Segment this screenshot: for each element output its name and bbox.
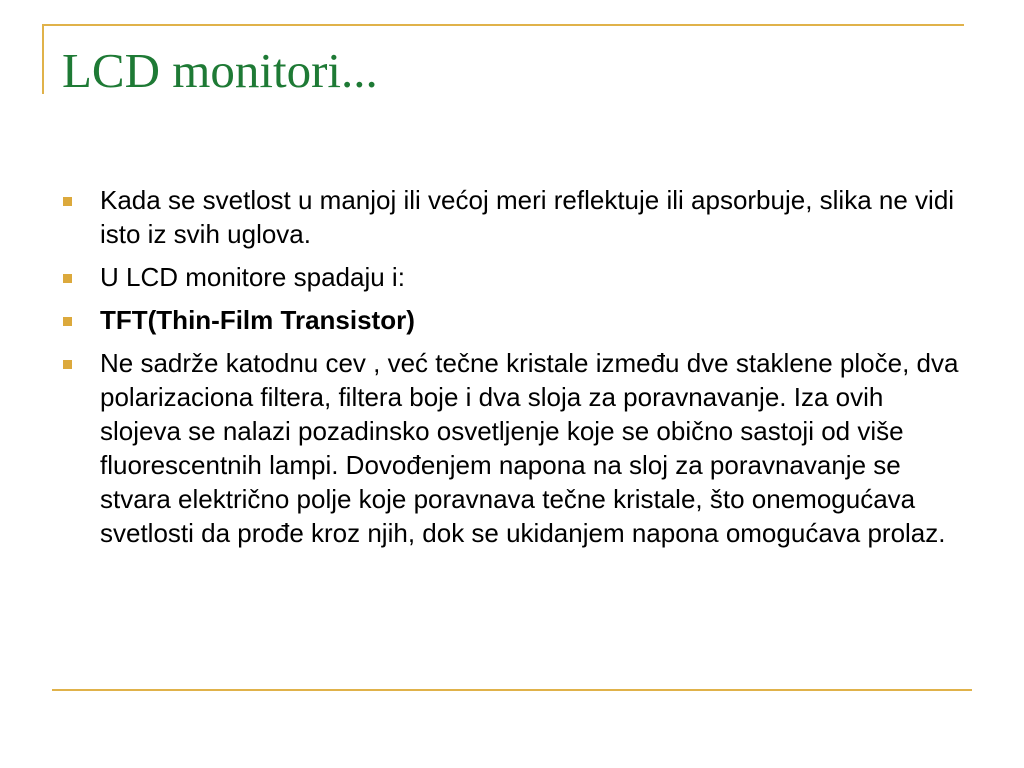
square-bullet-icon [63,197,72,206]
square-bullet-icon [63,317,72,326]
bullet-text: U LCD monitore spadaju i: [100,262,405,292]
bullet-item [62,346,967,550]
bullet-text: TFT(Thin-Film Transistor) [100,305,415,335]
square-bullet-icon [63,274,72,283]
square-bullet-icon [63,360,72,369]
bullet-item [62,183,967,251]
slide-title: LCD monitori... [62,43,378,98]
bullet-text: Ne sadrže katodnu cev , već tečne kristale između dve staklene ploče, dva polarizaciona filtera, filtera boje i dva sloja za poravnavanje. Iza ovih slojeva se nalazi pozadinsko osvetljenje koje se obično sastoji od više fluorescentnih lampi. Dovođenjem napona na sloj za poravnavanje se stvara električno polje koje poravnava tečne kristale, što onemogućava svetlosti da prođe kroz njih, dok se ukidanjem napona omogućava prolaz. [100,348,959,548]
bullet-item [62,303,967,337]
bullet-list [62,183,967,559]
frame-top-line [42,24,964,26]
bullet-item [62,260,967,294]
frame-bottom-line [52,689,972,691]
frame-left-line [42,24,44,94]
bullet-text: Kada se svetlost u manjoj ili većoj meri reflektuje ili apsorbuje, slika ne vidi isto iz svih uglova. [100,185,955,249]
